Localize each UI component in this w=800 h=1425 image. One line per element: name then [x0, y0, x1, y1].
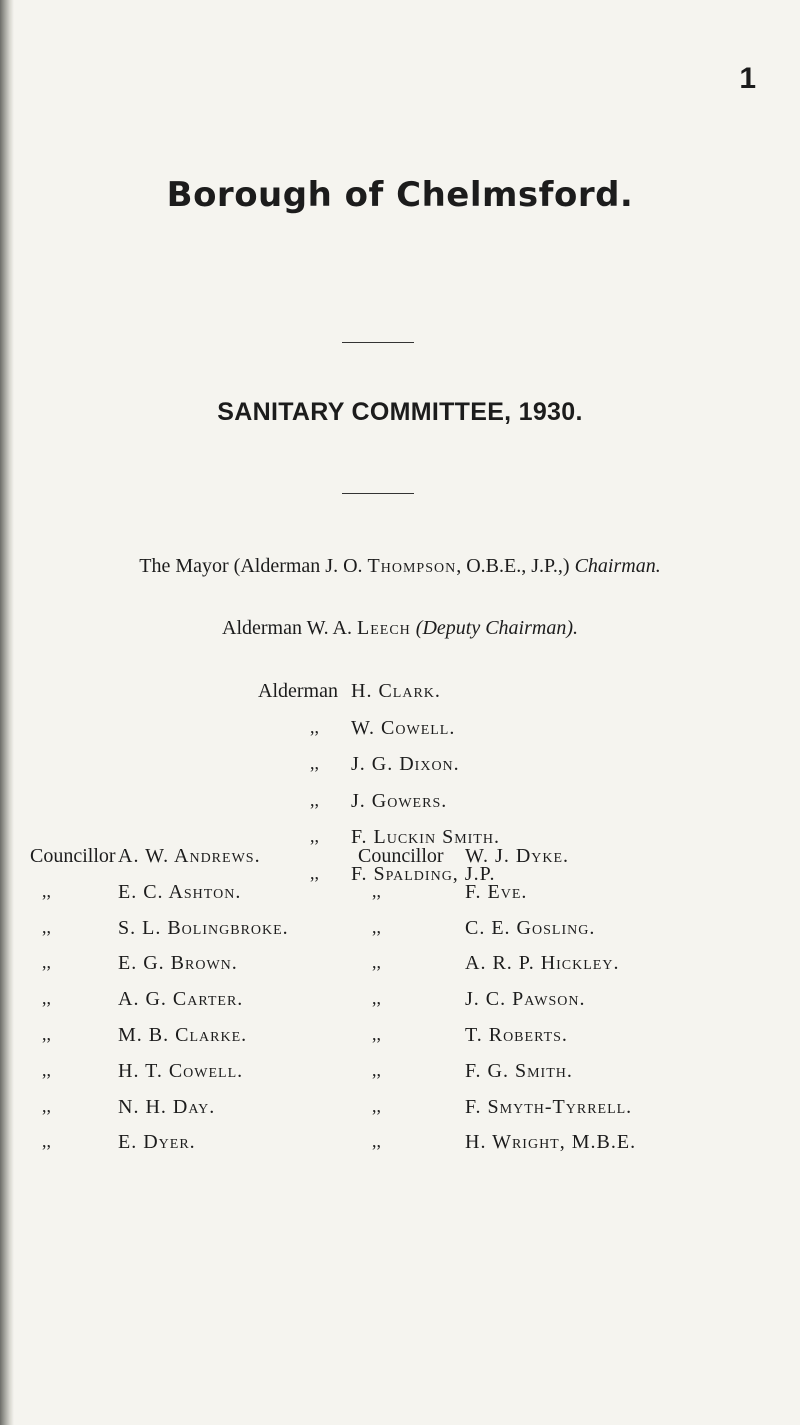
councillor-name: S. L. Bolingbroke.: [118, 916, 289, 939]
ditto-mark: ,,: [372, 1023, 381, 1044]
ditto-mark: ,,: [372, 916, 381, 937]
councillor-name: F. G. Smith.: [465, 1059, 573, 1082]
councillor-item: [118, 845, 289, 881]
alderman-item: [351, 680, 500, 717]
councillor-name: A. R. P. Hickley.: [465, 952, 620, 975]
ditto-mark: ,,: [42, 916, 51, 937]
alderman-item: [310, 716, 500, 754]
ditto-mark: ,,: [42, 988, 51, 1009]
ditto-mark: ,,: [42, 1095, 51, 1116]
councillors-left-label: Councillor: [30, 845, 116, 867]
chairman-line: [0, 555, 800, 578]
chairman-role: Chairman.: [574, 555, 661, 577]
alderman-name: J. Gowers.: [351, 789, 448, 812]
councillor-name: A. G. Carter.: [118, 988, 244, 1011]
councillor-item: [372, 1023, 636, 1060]
alderman-item: [310, 789, 500, 827]
councillor-item: [42, 916, 289, 953]
councillor-item: [372, 1095, 636, 1132]
councillor-name: A. W. Andrews.: [118, 845, 261, 867]
alderman-name: F. Luckin Smith.: [351, 826, 500, 848]
councillor-item: [465, 845, 636, 881]
ditto-mark: ,,: [310, 789, 319, 810]
councillor-item: [42, 1131, 289, 1167]
councillor-name: N. H. Day.: [118, 1095, 216, 1118]
councillor-item: [42, 1059, 289, 1096]
chairman-suffix: , O.B.E., J.P.,): [456, 555, 570, 577]
councillor-name: E. C. Ashton.: [118, 880, 242, 903]
councillor-item: [372, 1059, 636, 1096]
councillor-name: T. Roberts.: [465, 1023, 568, 1046]
alderman-item: [310, 753, 500, 790]
councillor-item: [372, 988, 636, 1024]
ditto-mark: ,,: [372, 1059, 381, 1080]
divider-rule: [342, 342, 414, 343]
councillor-name: M. B. Clarke.: [118, 1023, 248, 1046]
councillor-name: J. C. Pawson.: [465, 988, 586, 1011]
councillor-item: [372, 952, 636, 988]
chairman-name: Thompson: [367, 555, 457, 577]
page-number: 1: [739, 62, 756, 95]
alderman-name: W. Cowell.: [351, 716, 456, 739]
ditto-mark: ,,: [372, 988, 381, 1009]
ditto-mark: ,,: [310, 753, 319, 773]
councillor-item: [372, 1131, 637, 1167]
ditto-mark: ,,: [42, 1131, 51, 1152]
alderman-name: F. Spalding, J.P.: [351, 862, 496, 885]
ditto-mark: ,,: [372, 952, 381, 973]
councillor-item: [42, 952, 289, 988]
chairman-prefix: The Mayor (Alderman J. O.: [139, 555, 368, 577]
deputy-prefix: Alderman W. A.: [222, 617, 357, 639]
deputy-name: Leech: [357, 617, 411, 639]
councillor-item: [42, 1023, 289, 1060]
councillor-name: E. G. Brown.: [118, 952, 238, 975]
councillor-item: [42, 988, 289, 1024]
alderman-name: J. G. Dixon.: [351, 753, 460, 775]
ditto-mark: ,,: [42, 952, 51, 973]
deputy-chairman-line: [0, 617, 800, 640]
ditto-mark: ,,: [310, 716, 319, 737]
ditto-mark: ,,: [372, 1131, 381, 1152]
ditto-mark: ,,: [42, 1023, 51, 1044]
councillor-item: [372, 880, 636, 917]
borough-title: Borough of Chelmsford.: [166, 175, 634, 215]
ditto-mark: ,,: [310, 862, 319, 883]
councillor-name: E. Dyer.: [118, 1131, 196, 1154]
ditto-mark: ,,: [310, 826, 319, 846]
committee-title: SANITARY COMMITTEE, 1930.: [217, 398, 583, 426]
ditto-mark: ,,: [42, 1059, 51, 1080]
councillor-name: H. Wright, M.B.E.: [465, 1131, 637, 1154]
councillors-right-label: Councillor: [358, 845, 444, 867]
councillor-item: [42, 1095, 289, 1132]
ditto-mark: ,,: [42, 880, 51, 901]
councillor-name: W. J. Dyke.: [465, 845, 570, 867]
aldermen-label: Alderman: [258, 680, 338, 702]
councillor-name: F. Smyth-Tyrrell.: [465, 1095, 633, 1118]
alderman-name: H. Clark.: [351, 680, 441, 702]
deputy-role: (Deputy Chairman).: [415, 617, 578, 639]
councillor-name: C. E. Gosling.: [465, 916, 596, 939]
councillor-name: H. T. Cowell.: [118, 1059, 244, 1082]
divider-rule: [342, 493, 414, 494]
ditto-mark: ,,: [372, 1095, 381, 1116]
councillor-item: [42, 880, 289, 917]
councillor-item: [372, 916, 636, 953]
ditto-mark: ,,: [372, 880, 381, 901]
councillor-name: F. Eve.: [465, 880, 528, 903]
